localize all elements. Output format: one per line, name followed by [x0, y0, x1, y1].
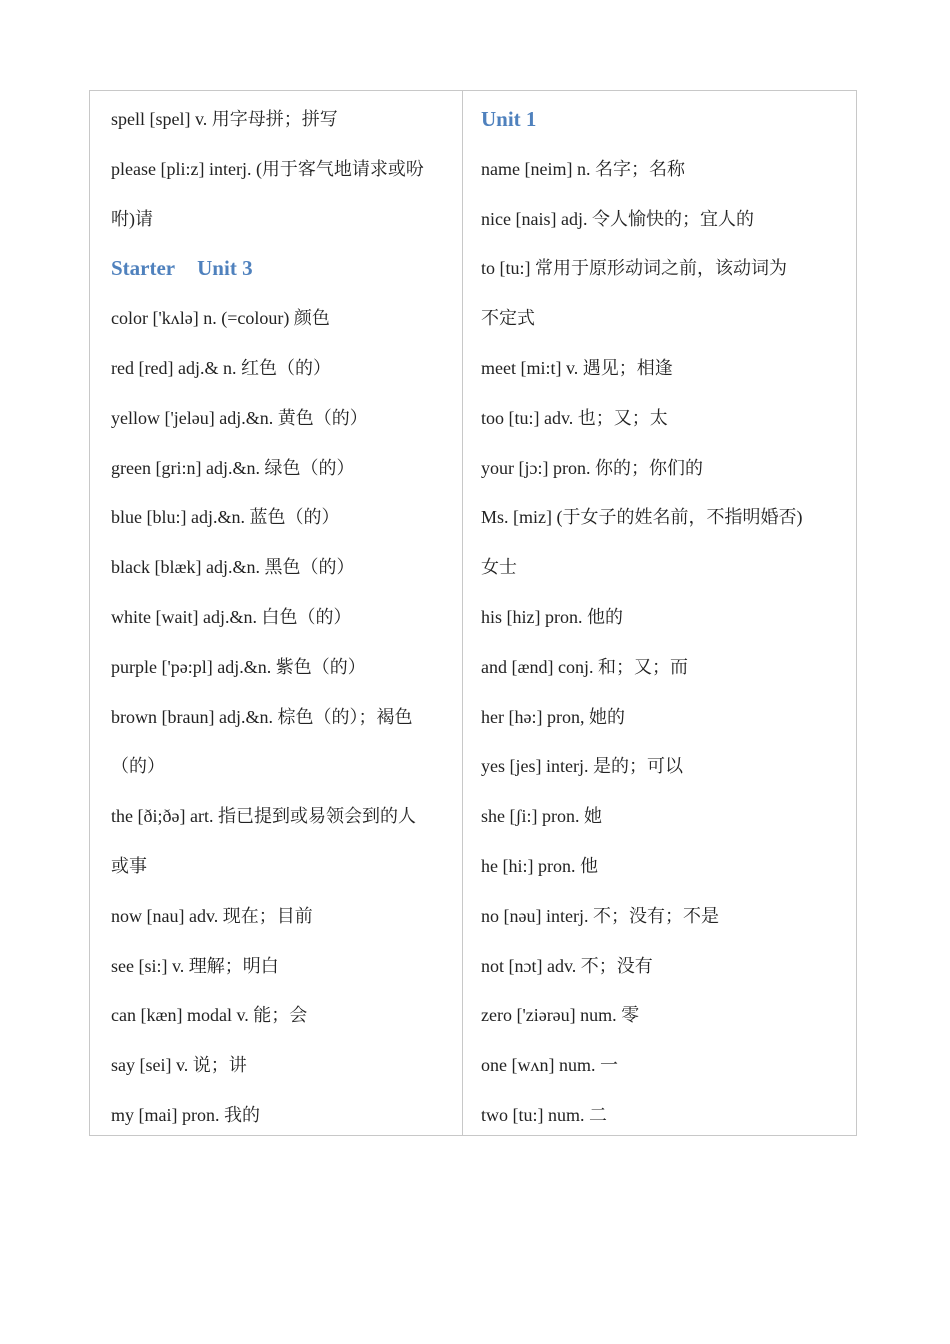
vocab-entry: spell [spel] v. 用字母拼；拼写 [111, 109, 338, 129]
vocab-entry: no [nəu] interj. 不；没有；不是 [481, 905, 719, 926]
vocab-entry: black [blæk] adj.&n. 黑色（的） [111, 557, 355, 578]
vocab-entry: see [si:] v. 理解；明白 [111, 955, 279, 976]
vocab-entry: she [ʃi:] pron. 她 [481, 806, 602, 827]
vocab-entry: please [pli:z] interj. (用于客气地请求或吩 [111, 158, 424, 179]
vocab-entry: 女士 [481, 557, 517, 578]
left-column [90, 91, 463, 1135]
vocab-entry: Ms. [miz] (于女子的姓名前，不指明婚否) [481, 507, 803, 528]
vocab-entry: too [tu:] adv. 也；又；太 [481, 407, 668, 428]
vocab-entry: your [jɔ:] pron. 你的；你们的 [481, 457, 703, 478]
vocab-entry: two [tu:] num. 二 [481, 1104, 607, 1125]
vocab-entry: my [mai] pron. 我的 [111, 1104, 260, 1125]
vocab-entry: meet [mi:t] v. 遇见；相逢 [481, 357, 673, 378]
vocab-entry: name [neim] n. 名字；名称 [481, 158, 685, 179]
vocab-entry: blue [blu:] adj.&n. 蓝色（的） [111, 507, 340, 528]
vocab-entry: his [hiz] pron. 他的 [481, 606, 623, 627]
vocab-entry: red [red] adj.& n. 红色（的） [111, 357, 331, 378]
vocab-entry: nice [nais] adj. 令人愉快的；宜人的 [481, 208, 754, 229]
vocab-entry: say [sei] v. 说；讲 [111, 1055, 247, 1076]
vocab-entry: her [hə:] pron, 她的 [481, 706, 625, 727]
vocab-entry: to [tu:] 常用于原形动词之前，该动词为 [481, 258, 787, 279]
vocab-entry: yes [jes] interj. 是的；可以 [481, 756, 683, 777]
vocab-entry: 不定式 [481, 308, 535, 329]
heading-part: Unit 3 [197, 256, 253, 281]
vocab-entry: brown [braun] adj.&n. 棕色（的）；褐色 [111, 706, 413, 727]
vocab-entry: one [wʌn] num. 一 [481, 1055, 618, 1076]
vocab-entry: white [wait] adj.&n. 白色（的） [111, 606, 352, 627]
heading-part: Starter [111, 256, 176, 281]
vocab-entry: zero ['ziərəu] num. 零 [481, 1005, 640, 1026]
vocab-entry: and [ænd] conj. 和；又；而 [481, 656, 688, 677]
unit-heading [111, 244, 462, 294]
vocab-entry: now [nau] adv. 现在；目前 [111, 905, 313, 926]
heading-part: Unit 1 [481, 107, 537, 131]
vocab-entry: （的） [111, 756, 165, 777]
vocab-entry: purple ['pə:pl] adj.&n. 紫色（的） [111, 656, 366, 677]
vocab-entry: green [gri:n] adj.&n. 绿色（的） [111, 457, 355, 478]
right-column [463, 91, 856, 1135]
vocab-entry: 咐)请 [111, 208, 153, 229]
vocab-entry: color ['kʌlə] n. (=colour) 颜色 [111, 308, 330, 329]
unit-heading [481, 95, 856, 145]
vocab-entry: 或事 [111, 855, 147, 876]
vocab-entry: the [ði;ðə] art. 指已提到或易领会到的人 [111, 806, 416, 827]
vocab-entry: he [hi:] pron. 他 [481, 855, 598, 876]
vocab-entry: not [nɔt] adv. 不；没有 [481, 955, 653, 976]
vocabulary-table [89, 90, 857, 1136]
vocab-entry: yellow ['jeləu] adj.&n. 黄色（的） [111, 407, 368, 428]
vocab-entry: can [kæn] modal v. 能；会 [111, 1005, 308, 1026]
